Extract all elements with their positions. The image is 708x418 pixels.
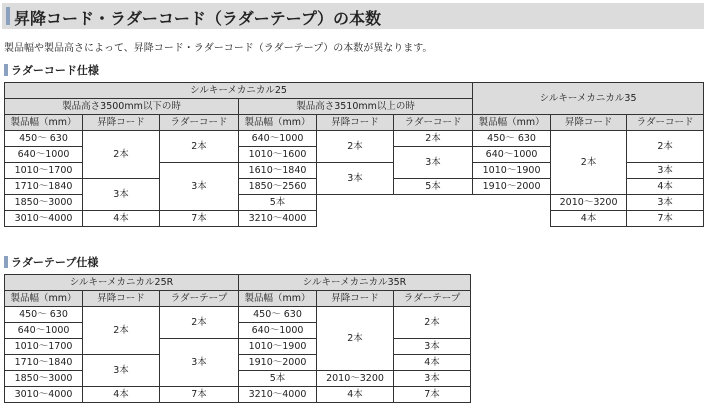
tape-cell: 7本 xyxy=(160,387,239,403)
width-cell: 450～ 630 xyxy=(239,307,317,323)
table-row xyxy=(5,131,704,147)
ladder-tape-heading-text: ラダーテープ仕様 xyxy=(11,256,99,269)
heading-accent xyxy=(4,256,8,268)
col-width-header: 製品幅（mm） xyxy=(5,291,83,307)
col-ladder-header: ラダーコード xyxy=(394,115,473,131)
width-cell: 640～1000 xyxy=(5,323,83,339)
col-lift-header: 昇降コード xyxy=(317,115,394,131)
ladder-cord-heading-text: ラダーコード仕様 xyxy=(11,64,99,77)
tape-cell: 2本 xyxy=(394,307,471,339)
col-lift-header: 昇降コード xyxy=(83,291,160,307)
width-cell: 1610～1840 xyxy=(239,163,317,179)
lift-cell: 2本 xyxy=(83,131,160,179)
col-lift-header: 昇降コード xyxy=(83,115,160,131)
width-cell: 1010～1600 xyxy=(239,147,317,163)
table-row xyxy=(5,387,471,403)
width-cell: 2010～3200 xyxy=(317,371,394,387)
width-cell: 640～1000 xyxy=(239,323,317,339)
ladder-cell: 5本 xyxy=(239,195,317,211)
width-cell: 640～1000 xyxy=(5,147,83,163)
width-cell: 3010～4000 xyxy=(5,387,83,403)
lift-cell: 4本 xyxy=(83,387,160,403)
ladder-cell: 3本 xyxy=(394,147,473,179)
lift-cell: 2本 xyxy=(551,131,627,195)
width-cell: 1850～3000 xyxy=(5,195,83,211)
lift-cell: 2本 xyxy=(317,307,394,371)
intro-text: 製品幅や製品高さによって、昇降コード・ラダーコード（ラダーテープ）の本数が異なります。 xyxy=(4,43,433,54)
width-cell: 3210～4000 xyxy=(239,387,317,403)
col-tape-header: ラダーテープ xyxy=(394,291,471,307)
ladder-cell: 3本 xyxy=(160,163,239,211)
empty-area xyxy=(317,195,551,227)
width-cell: 1910～2000 xyxy=(239,355,317,371)
ladder-cell: 4本 xyxy=(627,179,704,195)
lift-cell: 3本 xyxy=(83,179,160,211)
page-title: 昇降コード・ラダーコード（ラダーテープ）の本数 xyxy=(14,9,382,28)
model-25r-header: シルキーメカニカル25R xyxy=(5,275,239,291)
ladder-cord-heading xyxy=(4,62,99,76)
lift-cell: 2本 xyxy=(317,131,394,163)
width-cell: 1710～1840 xyxy=(5,179,83,195)
col-tape-header: ラダーテープ xyxy=(160,291,239,307)
col-ladder-header: ラダーコード xyxy=(160,115,239,131)
lift-cell: 4本 xyxy=(83,211,160,227)
width-cell: 450～ 630 xyxy=(5,131,83,147)
lift-cell: 4本 xyxy=(551,211,627,227)
lift-cell: 3本 xyxy=(627,195,704,211)
col-width-header: 製品幅（mm） xyxy=(239,291,317,307)
lift-cell: 2本 xyxy=(83,307,160,355)
width-cell: 640～1000 xyxy=(473,147,551,163)
ladder-cell: 2本 xyxy=(160,131,239,163)
height-high-header: 製品高さ3510mm以上の時 xyxy=(239,99,473,115)
ladder-cell: 2本 xyxy=(627,131,704,163)
width-cell: 1010～1700 xyxy=(5,339,83,355)
heading-accent xyxy=(4,64,8,76)
ladder-tape-heading xyxy=(4,254,98,268)
lift-cell: 4本 xyxy=(317,387,394,403)
lift-cell: 3本 xyxy=(394,371,471,387)
col-lift-header: 昇降コード xyxy=(551,115,627,131)
tape-cell: 2本 xyxy=(160,307,239,339)
tape-cell: 4本 xyxy=(394,355,471,371)
col-width-header: 製品幅（mm） xyxy=(473,115,551,131)
table-row xyxy=(5,307,471,323)
table-row xyxy=(5,339,471,355)
width-cell: 1010～1900 xyxy=(473,163,551,179)
col-lift-header: 昇降コード xyxy=(317,291,394,307)
lift-cell: 3本 xyxy=(317,163,394,195)
width-cell: 1010～1700 xyxy=(5,163,83,179)
model-35-header: シルキーメカニカル35 xyxy=(473,83,704,115)
ladder-tape-table xyxy=(4,274,471,403)
width-cell: 3210～4000 xyxy=(239,211,317,227)
height-low-header: 製品高さ3500mm以下の時 xyxy=(5,99,239,115)
ladder-cell: 5本 xyxy=(394,179,473,195)
lift-cell: 3本 xyxy=(83,355,160,387)
width-cell: 1010～1900 xyxy=(239,339,317,355)
tape-cell: 7本 xyxy=(394,387,471,403)
width-cell: 1910～2000 xyxy=(473,179,551,195)
col-width-header: 製品幅（mm） xyxy=(239,115,317,131)
title-accent xyxy=(6,7,10,25)
ladder-cell: 3本 xyxy=(627,163,704,179)
col-width-header: 製品幅（mm） xyxy=(5,115,83,131)
title-bar xyxy=(2,3,704,29)
tape-cell: 5本 xyxy=(239,371,317,387)
width-cell: 1850～2560 xyxy=(239,179,317,195)
width-cell: 2010～3200 xyxy=(551,195,627,211)
width-cell: 450～ 630 xyxy=(5,307,83,323)
ladder-cell: 7本 xyxy=(160,211,239,227)
tape-cell: 3本 xyxy=(160,339,239,387)
ladder-cell: 2本 xyxy=(394,131,473,147)
ladder-cell: 7本 xyxy=(627,211,704,227)
width-cell: 3010～4000 xyxy=(5,211,83,227)
tape-cell: 3本 xyxy=(394,339,471,355)
width-cell: 1710～1840 xyxy=(5,355,83,371)
width-cell: 1850～3000 xyxy=(5,371,83,387)
width-cell: 640～1000 xyxy=(239,131,317,147)
model-35r-header: シルキーメカニカル35R xyxy=(239,275,471,291)
model-25-header: シルキーメカニカル25 xyxy=(5,83,473,99)
width-cell: 450～ 630 xyxy=(473,131,551,147)
ladder-cord-table xyxy=(4,82,704,227)
col-ladder-header: ラダーコード xyxy=(627,115,704,131)
